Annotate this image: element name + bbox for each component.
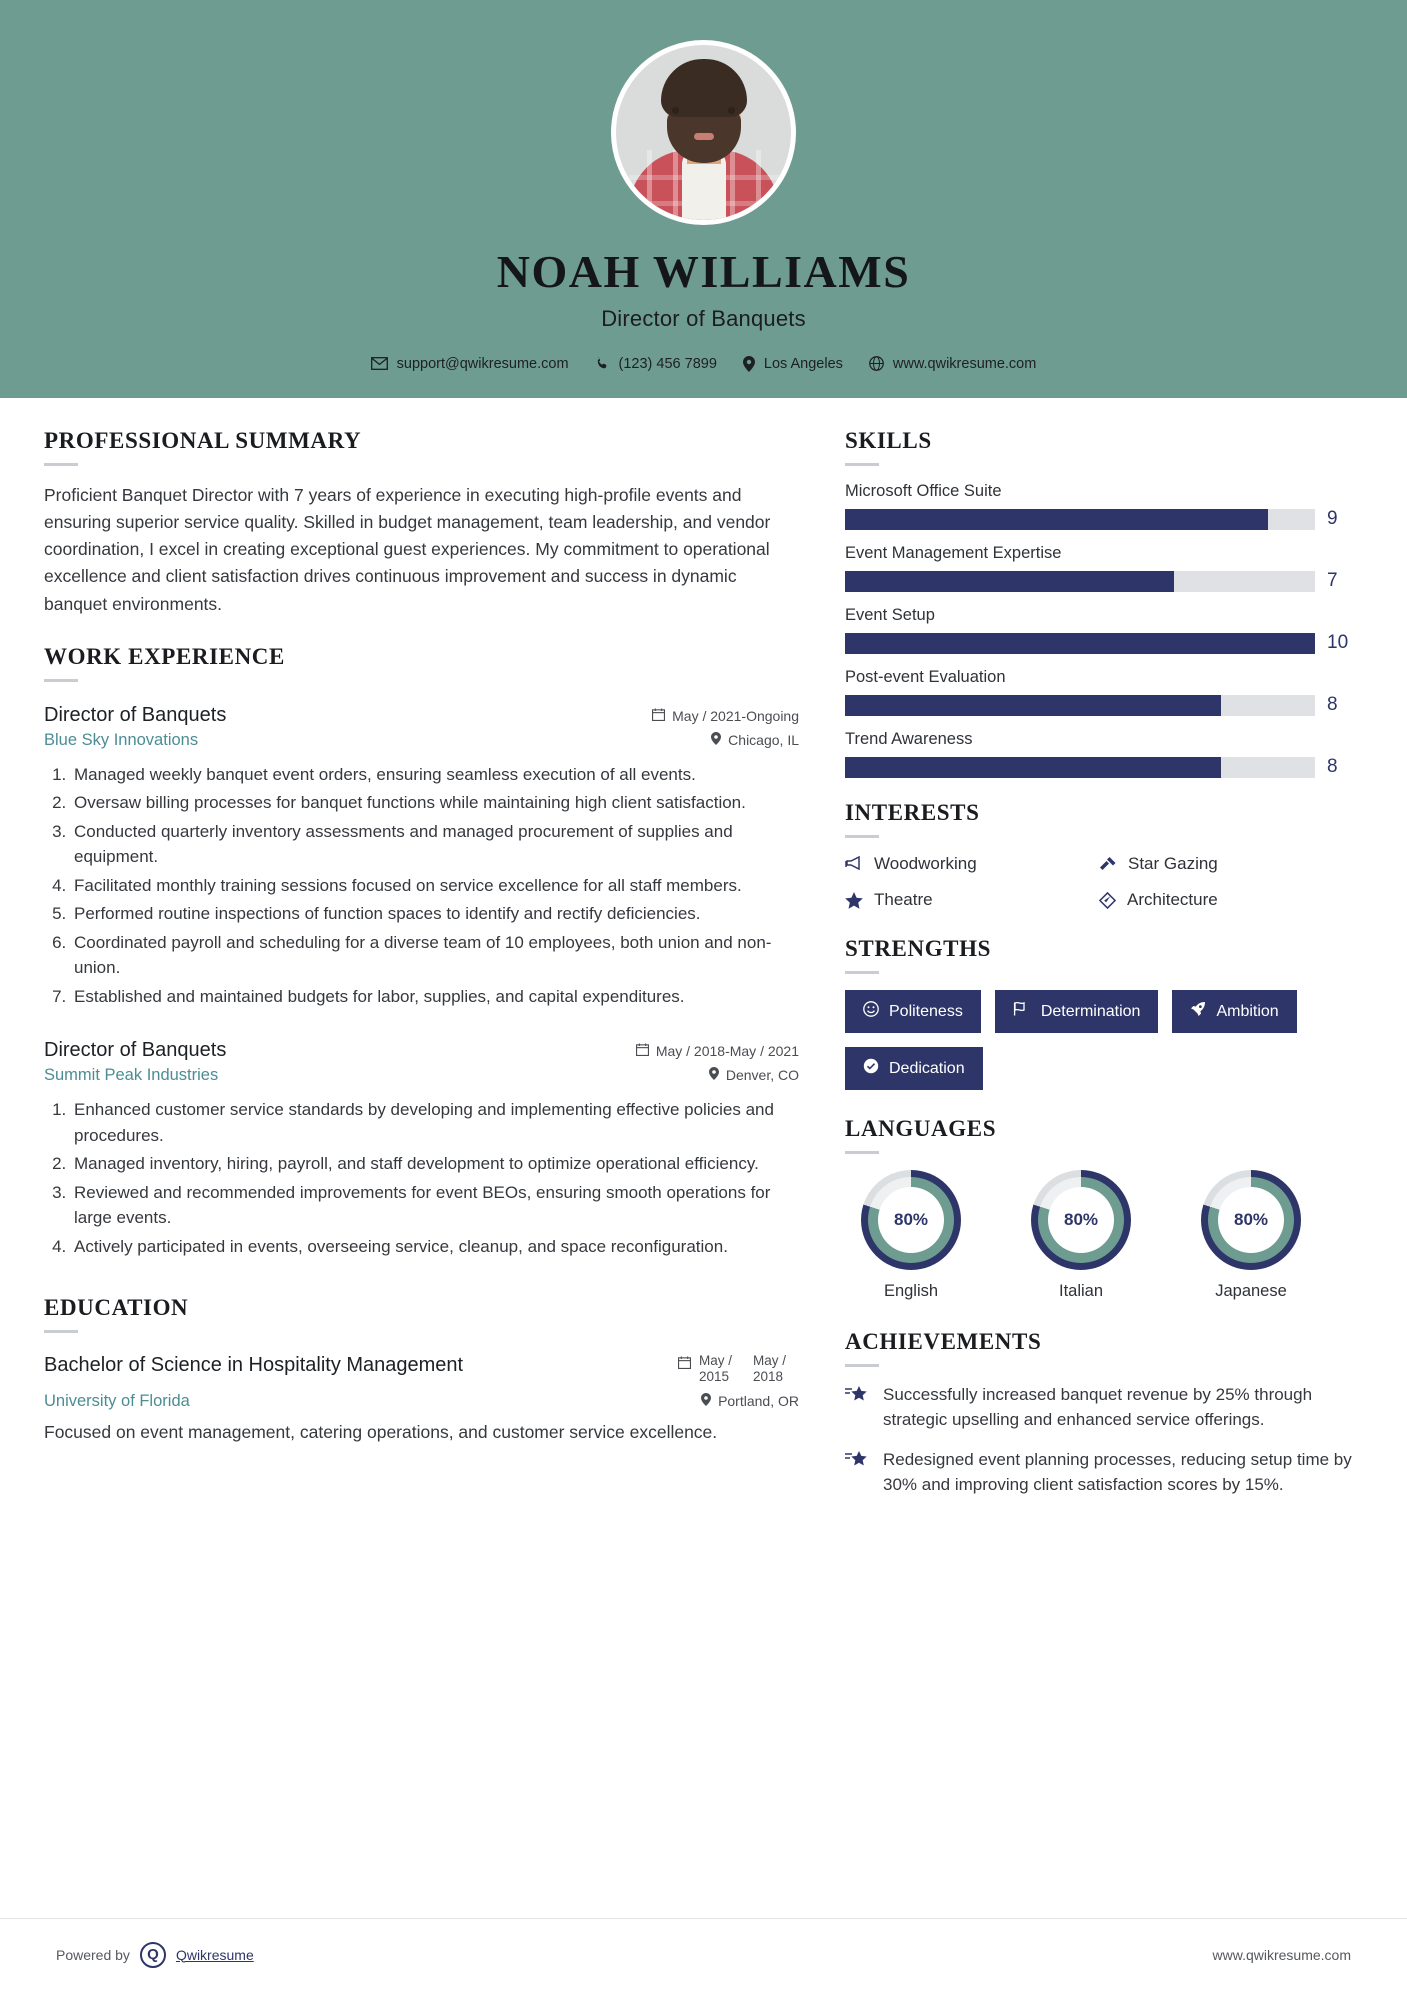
- languages-heading: LANGUAGES: [845, 1116, 997, 1141]
- language-name: English: [883, 1282, 939, 1300]
- list-item: 1. Enhanced customer service standards by developing and implementing effective policies and procedures.: [71, 1097, 799, 1148]
- job-dates-text: May / 2018-May / 2021: [655, 1043, 799, 1060]
- achievements-heading: ACHIEVEMENTS: [845, 1329, 1042, 1354]
- mail-icon: [371, 357, 388, 370]
- list-item: 4. Actively participated in events, overseeing service, cleanup, and space reconfiguration.: [71, 1234, 799, 1260]
- job-role-subtitle: Director of Banquets: [601, 305, 806, 331]
- skill-label: Post-event Evaluation: [845, 668, 1006, 686]
- qwikresume-logo-icon: Q: [140, 1942, 166, 1968]
- rocket-icon: [1190, 1001, 1206, 1022]
- location-pin-icon: [711, 732, 721, 748]
- flag-icon: [1013, 1001, 1031, 1022]
- section-education: [44, 1295, 799, 1445]
- section-divider: [44, 463, 78, 466]
- contact-phone[interactable]: [595, 356, 717, 372]
- contact-email[interactable]: [371, 356, 569, 372]
- footer-brand-name[interactable]: Qwikresume: [175, 1946, 254, 1963]
- job-dates: [652, 708, 799, 724]
- avatar: [611, 40, 796, 225]
- skill-bar-track: [845, 633, 1315, 654]
- skill-label: Event Setup: [845, 606, 935, 624]
- list-item: 6. Coordinated payroll and scheduling for a diverse team of 10 employees, both union and non-union.: [71, 930, 799, 981]
- avatar-mouth: [694, 133, 714, 140]
- achievement-text: Redesigned event planning processes, reducing setup time by 30% and improving client satisfaction scores by 15%.: [883, 1450, 1352, 1494]
- hammer-icon: [1099, 856, 1117, 872]
- section-divider: [44, 1330, 78, 1333]
- star-icon: [845, 892, 863, 909]
- contact-website[interactable]: [869, 356, 1036, 372]
- job-company: Blue Sky Innovations: [44, 730, 199, 749]
- skill-bar-track: [845, 695, 1315, 716]
- list-item: 1. Managed weekly banquet event orders, ensuring seamless execution of all events.: [71, 762, 799, 788]
- contact-location-text: Los Angeles: [763, 355, 843, 372]
- strength-chip: [845, 990, 981, 1033]
- education-date-start: May / 2015: [699, 1353, 733, 1385]
- language-percent: 80%: [1048, 1187, 1114, 1253]
- skill-bar-track: [845, 571, 1315, 592]
- strength-chip: [845, 1047, 983, 1090]
- experience-item: [44, 704, 799, 1010]
- section-divider: [845, 1151, 879, 1154]
- skill-label: Trend Awareness: [845, 730, 973, 748]
- section-strengths: [845, 936, 1353, 1090]
- resume-header: [0, 0, 1407, 398]
- page-footer: [0, 1918, 1407, 1990]
- badge-star-icon: [845, 1383, 869, 1432]
- calendar-icon: [636, 1043, 649, 1059]
- strengths-heading: STRENGTHS: [845, 936, 992, 961]
- section-work-experience: [44, 644, 799, 1260]
- skill-bar-track: [845, 757, 1315, 778]
- language-item: [845, 1170, 977, 1301]
- skill-item: [845, 544, 1353, 592]
- strength-label: Determination: [1040, 1002, 1141, 1020]
- skill-value: 7: [1327, 570, 1338, 591]
- strength-chip: [995, 990, 1159, 1033]
- contact-website-text: www.qwikresume.com: [892, 355, 1037, 372]
- interest-item: [845, 854, 1099, 874]
- check-circle-icon: [863, 1058, 879, 1079]
- education-heading: EDUCATION: [44, 1295, 189, 1321]
- badge-star-icon: [845, 1448, 869, 1497]
- left-column: [44, 428, 799, 1514]
- education-school: University of Florida: [44, 1391, 190, 1410]
- contact-email-text: support@qwikresume.com: [396, 355, 569, 372]
- footer-brand[interactable]: [56, 1942, 254, 1968]
- avatar-eye-right: [728, 107, 735, 114]
- section-skills: [845, 428, 1353, 778]
- language-item: [1015, 1170, 1147, 1301]
- smiley-icon: [863, 1001, 879, 1022]
- education-degree: Bachelor of Science in Hospitality Management: [44, 1354, 464, 1377]
- job-location-text: Denver, CO: [725, 1067, 799, 1084]
- interest-label: Architecture: [1127, 890, 1218, 909]
- section-divider: [845, 463, 879, 466]
- right-column: [845, 428, 1353, 1514]
- megaphone-icon: [845, 856, 863, 872]
- section-divider: [845, 971, 879, 974]
- job-bullets: [44, 762, 799, 1010]
- education-date-end: May / 2018: [753, 1353, 787, 1385]
- interest-item: [845, 890, 1099, 910]
- experience-item: [44, 1039, 799, 1259]
- skill-value: 9: [1327, 508, 1338, 529]
- achievement-item: [845, 1448, 1353, 1497]
- skill-value: 8: [1327, 694, 1338, 715]
- skill-label: Event Management Expertise: [845, 544, 1062, 562]
- section-divider: [44, 679, 78, 682]
- job-location: [711, 732, 799, 748]
- education-location-text: Portland, OR: [718, 1392, 799, 1409]
- language-item: [1185, 1170, 1317, 1301]
- location-icon: [743, 356, 755, 372]
- job-dates: [636, 1043, 799, 1059]
- skill-value: 8: [1327, 756, 1338, 777]
- job-title: Director of Banquets: [44, 703, 227, 726]
- achievement-text: Successfully increased banquet revenue by 25% through strategic upselling and enhanced service offerings.: [883, 1385, 1313, 1429]
- contact-location[interactable]: [743, 356, 843, 372]
- education-description: Focused on event management, catering operations, and customer service excellence.: [44, 1421, 718, 1442]
- section-divider: [845, 835, 879, 838]
- skills-heading: SKILLS: [845, 428, 932, 453]
- education-location: [701, 1393, 799, 1409]
- contact-bar: [0, 356, 1407, 372]
- list-item: 5. Performed routine inspections of function spaces to identify and rectify deficiencies.: [71, 901, 799, 927]
- language-percent: 80%: [1218, 1187, 1284, 1253]
- language-name: Japanese: [1215, 1282, 1287, 1300]
- location-pin-icon: [701, 1393, 711, 1409]
- skill-bar-fill: [845, 633, 1315, 654]
- section-interests: [845, 800, 1353, 910]
- skill-value: 10: [1327, 632, 1349, 653]
- section-professional-summary: [44, 428, 799, 618]
- job-dates-text: May / 2021-Ongoing: [672, 707, 799, 724]
- strength-chip: [1172, 990, 1296, 1033]
- strength-label: Politeness: [889, 1002, 963, 1020]
- language-percent: 80%: [878, 1187, 944, 1253]
- skill-item: [845, 606, 1353, 654]
- globe-icon: [869, 356, 884, 371]
- list-item: 4. Facilitated monthly training sessions focused on service excellence for all staff members.: [71, 873, 799, 899]
- interest-label: Woodworking: [874, 854, 977, 873]
- skill-item: [845, 730, 1353, 778]
- job-location: [709, 1067, 799, 1083]
- job-title: Director of Banquets: [44, 1039, 227, 1062]
- interest-item: [1099, 890, 1353, 910]
- resume-body: [0, 398, 1407, 1514]
- section-languages: [845, 1116, 1353, 1301]
- contact-phone-text: (123) 456 7899: [618, 355, 717, 372]
- skill-label: Microsoft Office Suite: [845, 482, 1002, 500]
- language-donut: [1201, 1170, 1301, 1270]
- skill-bar-fill: [845, 695, 1221, 716]
- calendar-icon: [652, 708, 665, 724]
- interest-label: Theatre: [874, 890, 933, 909]
- education-dates: [678, 1353, 799, 1385]
- page-title: NOAH WILLIAMS: [496, 246, 911, 297]
- phone-icon: [595, 356, 610, 371]
- avatar-eye-left: [672, 107, 679, 114]
- skill-item: [845, 482, 1353, 530]
- list-item: 7. Established and maintained budgets for labor, supplies, and capital expenditures.: [71, 984, 799, 1010]
- language-name: Italian: [1058, 1282, 1104, 1300]
- language-donut: [861, 1170, 961, 1270]
- interests-heading: INTERESTS: [845, 800, 980, 825]
- interest-label: Star Gazing: [1128, 854, 1218, 873]
- list-item: 2. Oversaw billing processes for banquet functions while maintaining high client satisfaction.: [71, 790, 799, 816]
- strength-label: Ambition: [1216, 1002, 1279, 1020]
- skill-bar-fill: [845, 571, 1174, 592]
- language-donut: [1031, 1170, 1131, 1270]
- job-bullets: [44, 1097, 799, 1259]
- summary-text: Proficient Banquet Director with 7 years of experience in executing high-profile events and ensuring superior service quality. Skilled in budget management, team leadership, and vendor coordination, I excel in creating exceptional guest experiences. My commitment to operational excellence and client satisfaction drives continuous improvement and success in dynamic banquet environments.: [44, 485, 771, 614]
- skill-bar-track: [845, 509, 1315, 530]
- summary-heading: PROFESSIONAL SUMMARY: [44, 428, 362, 453]
- section-achievements: [845, 1329, 1353, 1498]
- list-item: 3. Reviewed and recommended improvements for event BEOs, ensuring smooth operations for large events.: [71, 1180, 799, 1231]
- interest-item: [1099, 854, 1353, 874]
- compass-icon: [1099, 892, 1116, 909]
- section-divider: [845, 1364, 879, 1367]
- achievement-item: [845, 1383, 1353, 1432]
- list-item: 3. Conducted quarterly inventory assessments and managed procurement of supplies and equipment.: [71, 819, 799, 870]
- calendar-icon: [678, 1353, 691, 1373]
- footer-powered-by-label: Powered by: [56, 1946, 130, 1963]
- education-item: [44, 1353, 799, 1445]
- job-company: Summit Peak Industries: [44, 1066, 219, 1085]
- experience-heading: WORK EXPERIENCE: [44, 643, 285, 669]
- skill-bar-fill: [845, 757, 1221, 778]
- strength-label: Dedication: [889, 1059, 965, 1077]
- footer-website[interactable]: www.qwikresume.com: [1212, 1946, 1351, 1963]
- list-item: 2. Managed inventory, hiring, payroll, and staff development to optimize operational efficiency.: [71, 1151, 799, 1177]
- skill-bar-fill: [845, 509, 1268, 530]
- job-location-text: Chicago, IL: [728, 731, 799, 748]
- location-pin-icon: [709, 1067, 719, 1083]
- skill-item: [845, 668, 1353, 716]
